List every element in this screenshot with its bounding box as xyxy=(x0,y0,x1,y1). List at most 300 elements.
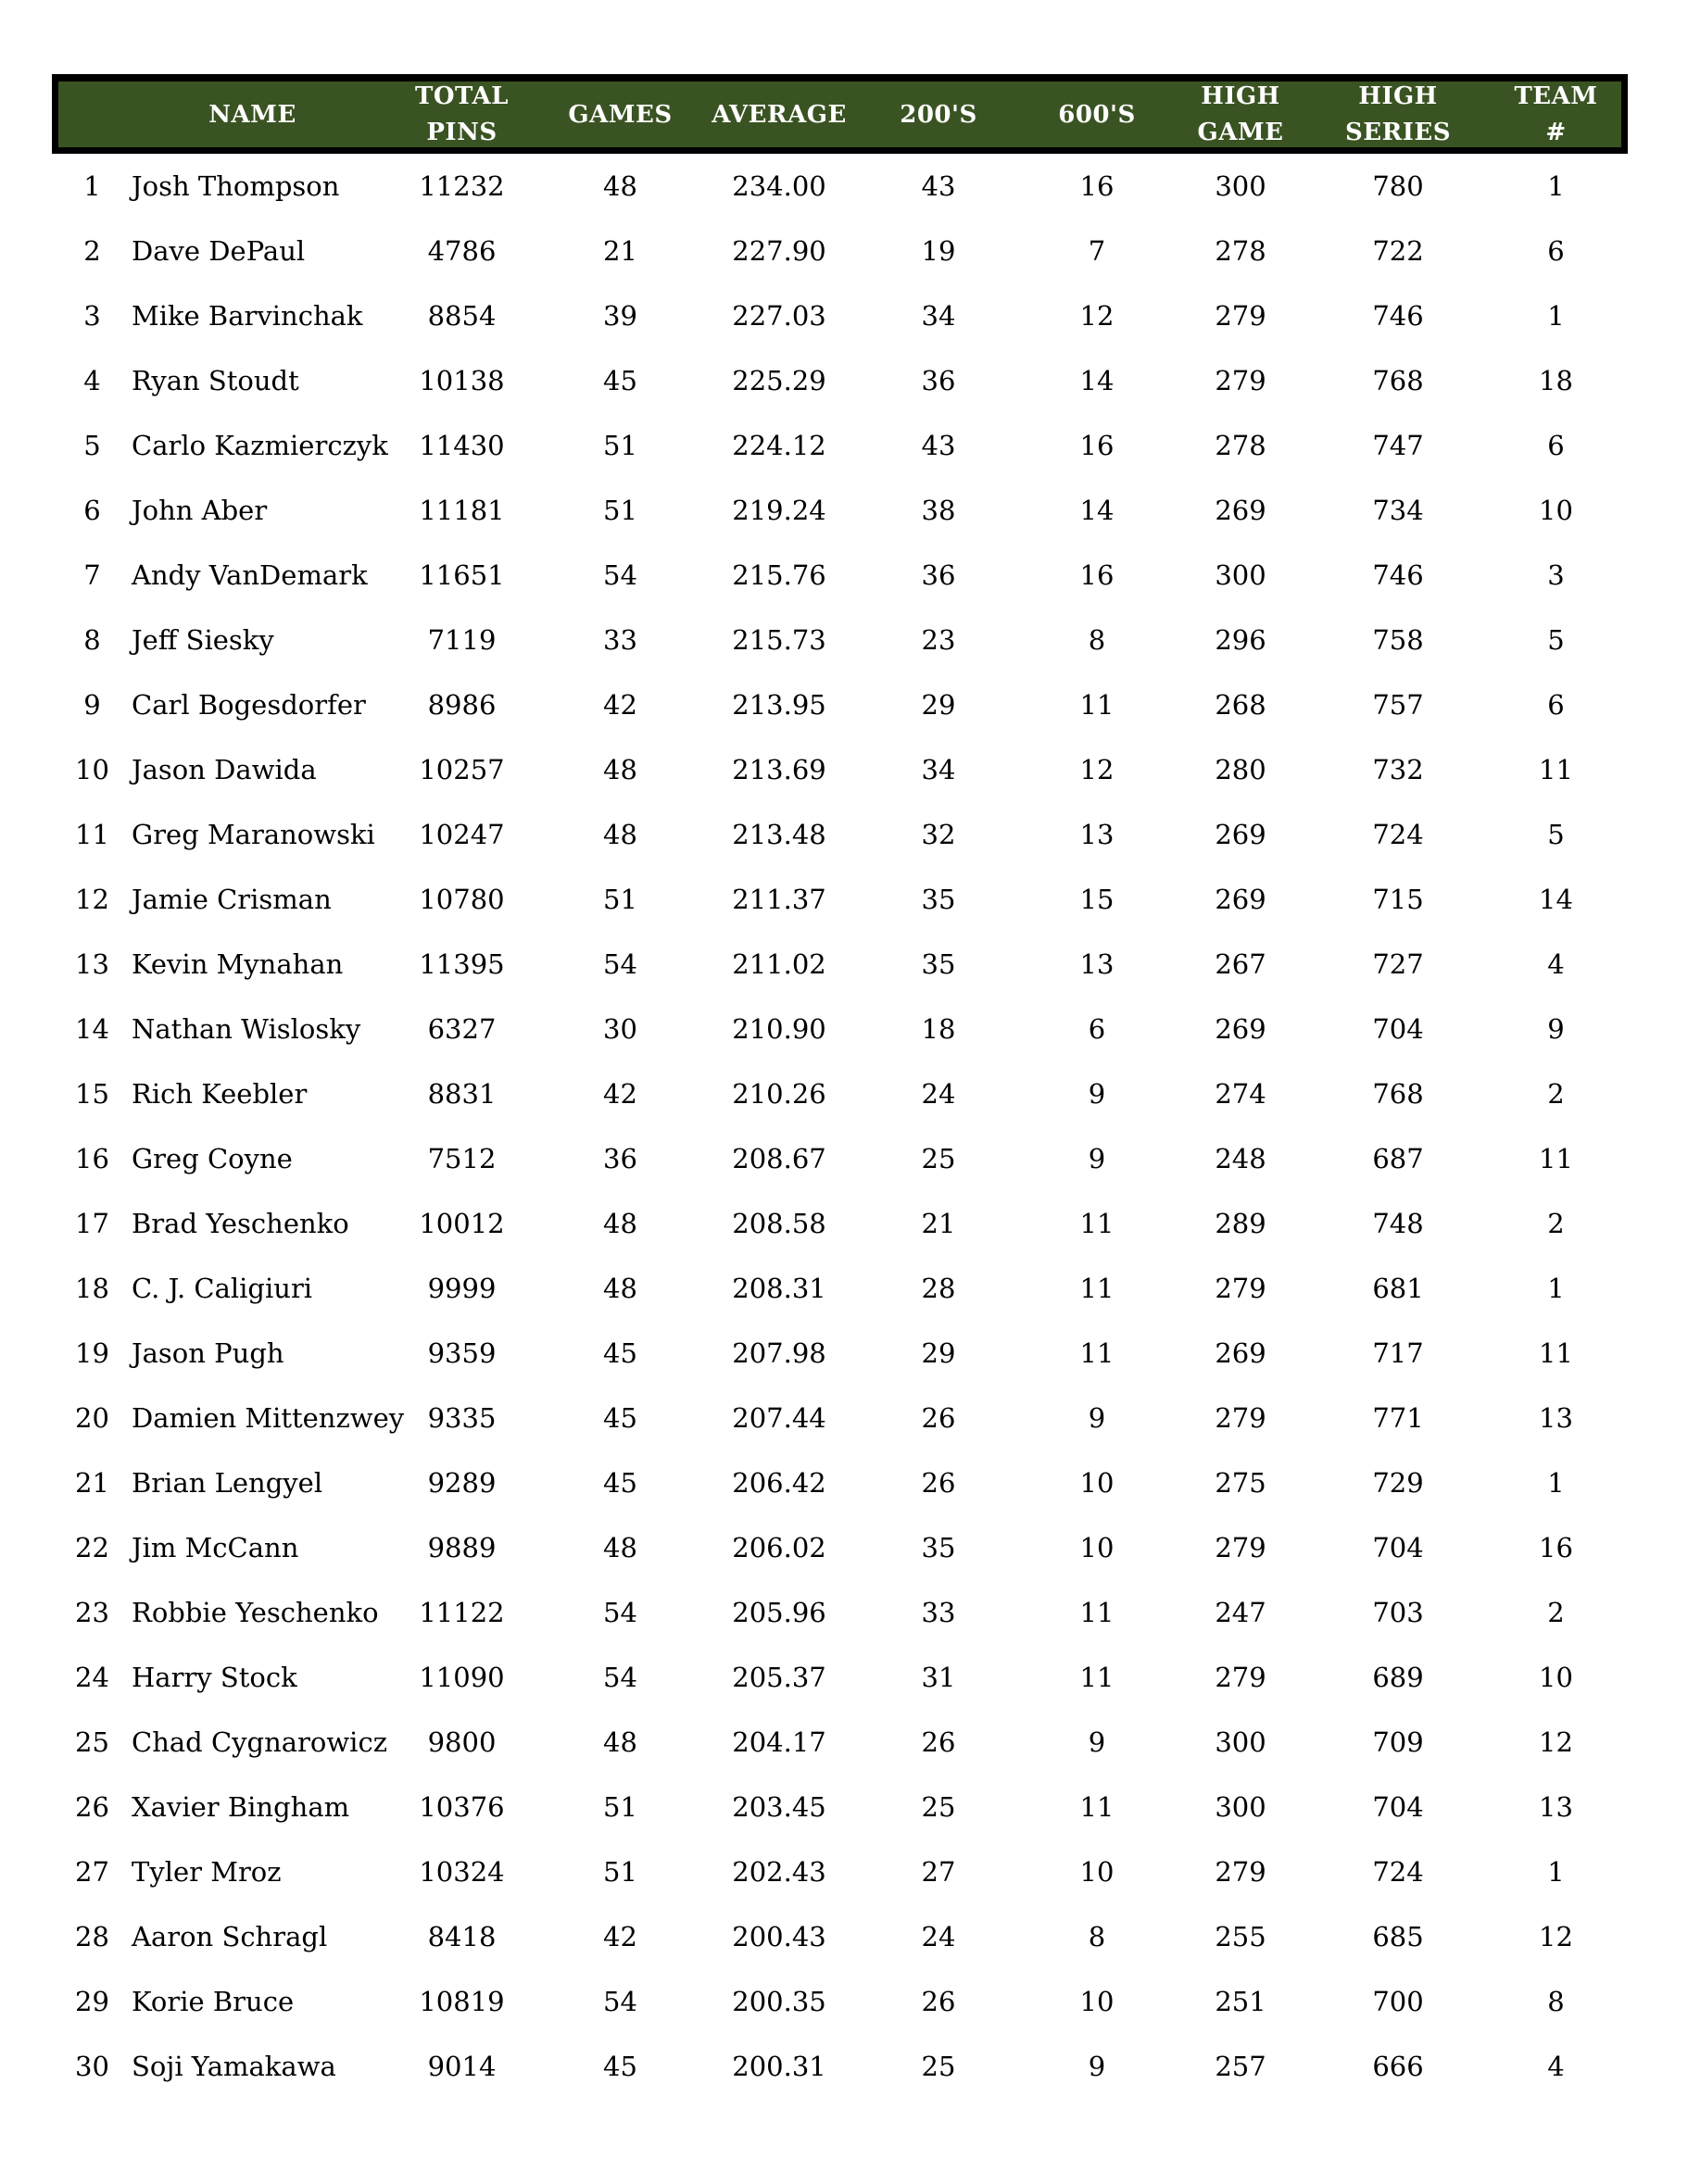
cell-team-number: 4 xyxy=(1547,2050,1565,2082)
cell-team-number: 1 xyxy=(1547,169,1565,202)
cell-rank: 1 xyxy=(83,169,101,202)
table-row xyxy=(52,413,1628,478)
cell-games: 54 xyxy=(603,559,637,591)
column-header-high-game xyxy=(1176,82,1305,147)
cell-games: 54 xyxy=(603,948,637,980)
cell-average: 200.43 xyxy=(732,1920,826,1952)
cell-200s: 36 xyxy=(921,364,956,396)
column-header-team-number xyxy=(1491,82,1621,147)
table-row xyxy=(52,348,1628,413)
cell-high-series: 724 xyxy=(1372,1855,1424,1888)
column-header-label: 600'S xyxy=(1058,100,1136,129)
cell-200s: 26 xyxy=(921,1401,956,1434)
cell-rank: 25 xyxy=(75,1726,109,1758)
cell-200s: 31 xyxy=(921,1661,956,1693)
cell-600s: 16 xyxy=(1079,429,1115,461)
cell-average: 204.17 xyxy=(732,1726,826,1758)
table-row xyxy=(52,1061,1628,1126)
cell-name: Dave DePaul xyxy=(132,234,306,267)
cell-total-pins: 8986 xyxy=(427,688,497,721)
cell-600s: 9 xyxy=(1088,1726,1106,1758)
cell-games: 45 xyxy=(603,364,637,396)
cell-200s: 36 xyxy=(921,559,956,591)
cell-total-pins: 9800 xyxy=(427,1726,497,1758)
cell-name: Aaron Schragl xyxy=(132,1920,328,1952)
cell-average: 234.00 xyxy=(732,169,826,202)
cell-total-pins: 10257 xyxy=(419,753,505,785)
column-header-average xyxy=(699,82,859,147)
cell-games: 48 xyxy=(603,1726,637,1758)
cell-name: Brad Yeschenko xyxy=(132,1207,349,1239)
cell-high-series: 724 xyxy=(1372,818,1424,850)
cell-600s: 9 xyxy=(1088,1077,1106,1110)
cell-high-series: 666 xyxy=(1372,2050,1424,2082)
cell-games: 48 xyxy=(603,818,637,850)
cell-200s: 34 xyxy=(921,299,956,332)
cell-rank: 27 xyxy=(75,1855,109,1888)
cell-name: C. J. Caligiuri xyxy=(132,1272,313,1304)
cell-name: Jamie Crisman xyxy=(132,883,332,915)
cell-total-pins: 10138 xyxy=(419,364,505,396)
cell-games: 30 xyxy=(603,1012,637,1045)
cell-total-pins: 11181 xyxy=(419,494,505,526)
cell-games: 51 xyxy=(603,494,637,526)
cell-name: Greg Coyne xyxy=(132,1142,293,1174)
cell-600s: 11 xyxy=(1079,1207,1115,1239)
cell-high-series: 748 xyxy=(1372,1207,1424,1239)
table-row xyxy=(52,1126,1628,1191)
cell-average: 219.24 xyxy=(732,494,826,526)
cell-rank: 26 xyxy=(75,1790,109,1823)
cell-200s: 23 xyxy=(921,623,956,656)
cell-600s: 14 xyxy=(1079,364,1115,396)
cell-name: Nathan Wislosky xyxy=(132,1012,361,1045)
column-header-label: TOTAL xyxy=(415,82,509,110)
cell-high-series: 681 xyxy=(1372,1272,1424,1304)
cell-name: John Aber xyxy=(132,494,268,526)
cell-average: 224.12 xyxy=(732,429,826,461)
cell-average: 215.73 xyxy=(732,623,826,656)
cell-total-pins: 4786 xyxy=(427,234,497,267)
cell-high-game: 300 xyxy=(1215,1726,1266,1758)
cell-name: Carlo Kazmierczyk xyxy=(132,429,388,461)
cell-average: 205.96 xyxy=(732,1596,826,1628)
cell-team-number: 10 xyxy=(1539,494,1573,526)
cell-games: 48 xyxy=(603,1207,637,1239)
cell-name: Mike Barvinchak xyxy=(132,299,363,332)
cell-games: 21 xyxy=(603,234,637,267)
cell-team-number: 9 xyxy=(1547,1012,1565,1045)
cell-total-pins: 10247 xyxy=(419,818,505,850)
cell-name: Chad Cygnarowicz xyxy=(132,1726,387,1758)
cell-total-pins: 11395 xyxy=(419,948,505,980)
cell-high-series: 734 xyxy=(1372,494,1424,526)
cell-name: Damien Mittenzwey xyxy=(132,1401,405,1434)
cell-rank: 17 xyxy=(75,1207,109,1239)
cell-average: 206.42 xyxy=(732,1466,826,1499)
cell-high-game: 279 xyxy=(1215,1272,1266,1304)
cell-total-pins: 9335 xyxy=(427,1401,497,1434)
column-header-label: PINS xyxy=(426,119,498,146)
cell-high-series: 780 xyxy=(1372,169,1424,202)
cell-600s: 7 xyxy=(1088,234,1106,267)
cell-high-game: 279 xyxy=(1215,1855,1266,1888)
cell-600s: 8 xyxy=(1088,1920,1106,1952)
cell-total-pins: 11122 xyxy=(419,1596,505,1628)
cell-200s: 26 xyxy=(921,1726,956,1758)
cell-games: 51 xyxy=(603,429,637,461)
cell-rank: 8 xyxy=(83,623,101,656)
cell-high-series: 747 xyxy=(1372,429,1424,461)
cell-rank: 13 xyxy=(75,948,109,980)
column-header-label: 200'S xyxy=(900,100,977,129)
column-header-600s xyxy=(1018,82,1176,147)
cell-games: 42 xyxy=(603,688,637,721)
cell-games: 36 xyxy=(603,1142,637,1174)
cell-high-series: 704 xyxy=(1372,1531,1424,1563)
cell-team-number: 3 xyxy=(1547,559,1565,591)
cell-high-series: 746 xyxy=(1372,559,1424,591)
cell-total-pins: 9014 xyxy=(427,2050,497,2082)
cell-high-game: 268 xyxy=(1215,688,1266,721)
cell-200s: 24 xyxy=(921,1920,956,1952)
column-header-label: GAMES xyxy=(568,100,673,129)
cell-200s: 29 xyxy=(921,688,956,721)
cell-rank: 22 xyxy=(75,1531,109,1563)
cell-average: 225.29 xyxy=(732,364,826,396)
cell-team-number: 6 xyxy=(1547,688,1565,721)
cell-games: 51 xyxy=(603,1855,637,1888)
cell-200s: 25 xyxy=(921,1790,956,1823)
table-row xyxy=(52,543,1628,608)
cell-200s: 33 xyxy=(921,1596,956,1628)
cell-600s: 11 xyxy=(1079,1337,1115,1369)
cell-total-pins: 9359 xyxy=(427,1337,497,1369)
cell-team-number: 1 xyxy=(1547,1855,1565,1888)
table-row xyxy=(52,478,1628,543)
cell-average: 210.90 xyxy=(732,1012,826,1045)
cell-team-number: 14 xyxy=(1539,883,1573,915)
cell-rank: 23 xyxy=(75,1596,109,1628)
cell-team-number: 1 xyxy=(1547,1466,1565,1499)
column-header-label: SERIES xyxy=(1345,119,1451,146)
table-row xyxy=(52,283,1628,348)
cell-high-series: 689 xyxy=(1372,1661,1424,1693)
column-header-games xyxy=(541,82,699,147)
cell-high-game: 275 xyxy=(1215,1466,1266,1499)
cell-average: 202.43 xyxy=(732,1855,826,1888)
cell-name: Andy VanDemark xyxy=(132,559,368,591)
cell-high-game: 279 xyxy=(1215,299,1266,332)
cell-average: 205.37 xyxy=(732,1661,826,1693)
cell-high-game: 269 xyxy=(1215,1012,1266,1045)
cell-rank: 19 xyxy=(75,1337,109,1369)
cell-high-game: 279 xyxy=(1215,1661,1266,1693)
cell-name: Carl Bogesdorfer xyxy=(132,688,366,721)
cell-200s: 25 xyxy=(921,1142,956,1174)
cell-rank: 30 xyxy=(75,2050,109,2082)
column-header-200s xyxy=(859,82,1018,147)
column-header-rank xyxy=(58,82,122,147)
cell-rank: 16 xyxy=(75,1142,109,1174)
cell-rank: 12 xyxy=(75,883,109,915)
cell-600s: 6 xyxy=(1088,1012,1106,1045)
cell-average: 207.98 xyxy=(732,1337,826,1369)
cell-200s: 43 xyxy=(921,429,956,461)
cell-total-pins: 7512 xyxy=(427,1142,497,1174)
cell-team-number: 16 xyxy=(1539,1531,1573,1563)
cell-average: 213.69 xyxy=(732,753,826,785)
column-header-label: # xyxy=(1545,119,1567,146)
cell-high-game: 248 xyxy=(1215,1142,1266,1174)
table-row xyxy=(52,737,1628,802)
table-row xyxy=(52,1839,1628,1904)
cell-600s: 8 xyxy=(1088,623,1106,656)
cell-games: 48 xyxy=(603,169,637,202)
cell-average: 211.37 xyxy=(732,883,826,915)
cell-games: 45 xyxy=(603,1466,637,1499)
cell-average: 215.76 xyxy=(732,559,826,591)
cell-average: 203.45 xyxy=(732,1790,826,1823)
cell-team-number: 12 xyxy=(1539,1920,1573,1952)
table-row xyxy=(52,1969,1628,2034)
cell-high-game: 269 xyxy=(1215,818,1266,850)
cell-average: 211.02 xyxy=(732,948,826,980)
cell-600s: 11 xyxy=(1079,1272,1115,1304)
cell-team-number: 4 xyxy=(1547,948,1565,980)
cell-rank: 28 xyxy=(75,1920,109,1952)
cell-total-pins: 6327 xyxy=(427,1012,497,1045)
cell-200s: 21 xyxy=(921,1207,956,1239)
cell-rank: 14 xyxy=(75,1012,109,1045)
cell-team-number: 5 xyxy=(1547,818,1565,850)
cell-rank: 3 xyxy=(83,299,101,332)
table-row xyxy=(52,219,1628,283)
cell-high-series: 758 xyxy=(1372,623,1424,656)
table-row xyxy=(52,802,1628,867)
cell-team-number: 11 xyxy=(1539,753,1573,785)
cell-team-number: 13 xyxy=(1539,1790,1573,1823)
cell-team-number: 6 xyxy=(1547,234,1565,267)
cell-games: 45 xyxy=(603,2050,637,2082)
cell-average: 206.02 xyxy=(732,1531,826,1563)
cell-team-number: 2 xyxy=(1547,1207,1565,1239)
cell-600s: 11 xyxy=(1079,688,1115,721)
cell-600s: 13 xyxy=(1079,818,1115,850)
cell-team-number: 8 xyxy=(1547,1985,1565,2017)
column-header-label: HIGH xyxy=(1358,82,1438,110)
cell-average: 210.26 xyxy=(732,1077,826,1110)
cell-team-number: 11 xyxy=(1539,1142,1573,1174)
cell-rank: 20 xyxy=(75,1401,109,1434)
cell-games: 48 xyxy=(603,1272,637,1304)
cell-high-game: 274 xyxy=(1215,1077,1266,1110)
cell-600s: 12 xyxy=(1079,299,1115,332)
cell-total-pins: 9889 xyxy=(427,1531,497,1563)
cell-high-series: 757 xyxy=(1372,688,1424,721)
column-header-label: TEAM xyxy=(1514,82,1598,110)
cell-games: 45 xyxy=(603,1401,637,1434)
cell-name: Jason Dawida xyxy=(132,753,317,785)
cell-high-series: 732 xyxy=(1372,753,1424,785)
cell-games: 54 xyxy=(603,1661,637,1693)
cell-name: Josh Thompson xyxy=(132,169,340,202)
cell-200s: 38 xyxy=(921,494,956,526)
cell-team-number: 10 xyxy=(1539,1661,1573,1693)
cell-high-series: 704 xyxy=(1372,1012,1424,1045)
column-header-label: AVERAGE xyxy=(712,100,847,129)
table-row xyxy=(52,1904,1628,1969)
cell-200s: 25 xyxy=(921,2050,956,2082)
cell-name: Brian Lengyel xyxy=(132,1466,323,1499)
cell-high-game: 247 xyxy=(1215,1596,1266,1628)
cell-600s: 10 xyxy=(1079,1985,1115,2017)
cell-high-game: 269 xyxy=(1215,494,1266,526)
cell-rank: 10 xyxy=(75,753,109,785)
table-row xyxy=(52,1710,1628,1775)
cell-high-game: 300 xyxy=(1215,1790,1266,1823)
cell-high-game: 300 xyxy=(1215,559,1266,591)
cell-total-pins: 9289 xyxy=(427,1466,497,1499)
cell-rank: 2 xyxy=(83,234,101,267)
cell-team-number: 13 xyxy=(1539,1401,1573,1434)
cell-rank: 18 xyxy=(75,1272,109,1304)
table-body xyxy=(52,154,1628,2099)
cell-average: 208.58 xyxy=(732,1207,826,1239)
cell-600s: 11 xyxy=(1079,1661,1115,1693)
table-row xyxy=(52,672,1628,737)
cell-600s: 16 xyxy=(1079,169,1115,202)
cell-200s: 19 xyxy=(921,234,956,267)
cell-total-pins: 7119 xyxy=(427,623,497,656)
cell-high-game: 269 xyxy=(1215,1337,1266,1369)
cell-name: Robbie Yeschenko xyxy=(132,1596,379,1628)
cell-high-series: 768 xyxy=(1372,364,1424,396)
cell-games: 42 xyxy=(603,1920,637,1952)
table-row xyxy=(52,154,1628,219)
cell-600s: 11 xyxy=(1079,1596,1115,1628)
cell-high-series: 727 xyxy=(1372,948,1424,980)
table-row xyxy=(52,608,1628,672)
cell-name: Tyler Mroz xyxy=(132,1855,282,1888)
table-row xyxy=(52,1386,1628,1450)
cell-games: 51 xyxy=(603,1790,637,1823)
cell-rank: 29 xyxy=(75,1985,109,2017)
column-header-label: GAME xyxy=(1197,119,1284,146)
standings-table xyxy=(52,74,1628,2099)
cell-total-pins: 10324 xyxy=(419,1855,505,1888)
cell-600s: 14 xyxy=(1079,494,1115,526)
column-header-name xyxy=(122,82,383,147)
table-row xyxy=(52,2034,1628,2099)
cell-rank: 11 xyxy=(75,818,109,850)
cell-rank: 6 xyxy=(83,494,101,526)
cell-200s: 32 xyxy=(921,818,956,850)
cell-high-series: 700 xyxy=(1372,1985,1424,2017)
cell-200s: 26 xyxy=(921,1466,956,1499)
cell-600s: 9 xyxy=(1088,1401,1106,1434)
cell-average: 207.44 xyxy=(732,1401,826,1434)
cell-600s: 15 xyxy=(1079,883,1115,915)
table-row xyxy=(52,1580,1628,1645)
cell-high-series: 746 xyxy=(1372,299,1424,332)
cell-games: 42 xyxy=(603,1077,637,1110)
column-header-high-series xyxy=(1305,82,1491,147)
table-row xyxy=(52,1191,1628,1256)
cell-200s: 18 xyxy=(921,1012,956,1045)
cell-200s: 26 xyxy=(921,1985,956,2017)
cell-200s: 35 xyxy=(921,948,956,980)
cell-high-series: 709 xyxy=(1372,1726,1424,1758)
cell-team-number: 1 xyxy=(1547,1272,1565,1304)
cell-rank: 7 xyxy=(83,559,101,591)
table-row xyxy=(52,1775,1628,1839)
cell-high-series: 704 xyxy=(1372,1790,1424,1823)
cell-high-game: 257 xyxy=(1215,2050,1266,2082)
cell-name: Korie Bruce xyxy=(132,1985,295,2017)
cell-games: 54 xyxy=(603,1985,637,2017)
table-row xyxy=(52,867,1628,932)
cell-average: 213.48 xyxy=(732,818,826,850)
cell-high-game: 280 xyxy=(1215,753,1266,785)
table-row xyxy=(52,932,1628,997)
column-header-label: HIGH xyxy=(1201,82,1280,110)
cell-name: Kevin Mynahan xyxy=(132,948,344,980)
cell-team-number: 1 xyxy=(1547,299,1565,332)
cell-high-series: 722 xyxy=(1372,234,1424,267)
cell-name: Greg Maranowski xyxy=(132,818,375,850)
cell-name: Ryan Stoudt xyxy=(132,364,299,396)
cell-600s: 16 xyxy=(1079,559,1115,591)
cell-high-game: 251 xyxy=(1215,1985,1266,2017)
cell-600s: 9 xyxy=(1088,2050,1106,2082)
cell-high-game: 279 xyxy=(1215,1531,1266,1563)
cell-high-game: 278 xyxy=(1215,234,1266,267)
table-row xyxy=(52,1256,1628,1321)
cell-high-game: 278 xyxy=(1215,429,1266,461)
cell-200s: 24 xyxy=(921,1077,956,1110)
cell-600s: 10 xyxy=(1079,1855,1115,1888)
cell-team-number: 5 xyxy=(1547,623,1565,656)
cell-total-pins: 8418 xyxy=(427,1920,497,1952)
cell-total-pins: 10012 xyxy=(419,1207,505,1239)
cell-600s: 10 xyxy=(1079,1466,1115,1499)
cell-rank: 5 xyxy=(83,429,101,461)
cell-200s: 34 xyxy=(921,753,956,785)
cell-total-pins: 8854 xyxy=(427,299,497,332)
cell-games: 48 xyxy=(603,753,637,785)
cell-team-number: 6 xyxy=(1547,429,1565,461)
cell-high-game: 279 xyxy=(1215,1401,1266,1434)
cell-games: 51 xyxy=(603,883,637,915)
cell-high-series: 703 xyxy=(1372,1596,1424,1628)
cell-total-pins: 11651 xyxy=(419,559,505,591)
cell-games: 48 xyxy=(603,1531,637,1563)
cell-200s: 29 xyxy=(921,1337,956,1369)
cell-200s: 35 xyxy=(921,1531,956,1563)
cell-high-game: 255 xyxy=(1215,1920,1266,1952)
cell-high-series: 717 xyxy=(1372,1337,1424,1369)
cell-high-game: 267 xyxy=(1215,948,1266,980)
cell-average: 208.31 xyxy=(732,1272,826,1304)
cell-high-game: 296 xyxy=(1215,623,1266,656)
cell-high-game: 300 xyxy=(1215,169,1266,202)
cell-team-number: 2 xyxy=(1547,1596,1565,1628)
cell-600s: 9 xyxy=(1088,1142,1106,1174)
cell-games: 33 xyxy=(603,623,637,656)
cell-rank: 15 xyxy=(75,1077,109,1110)
column-header-label: NAME xyxy=(208,100,296,129)
